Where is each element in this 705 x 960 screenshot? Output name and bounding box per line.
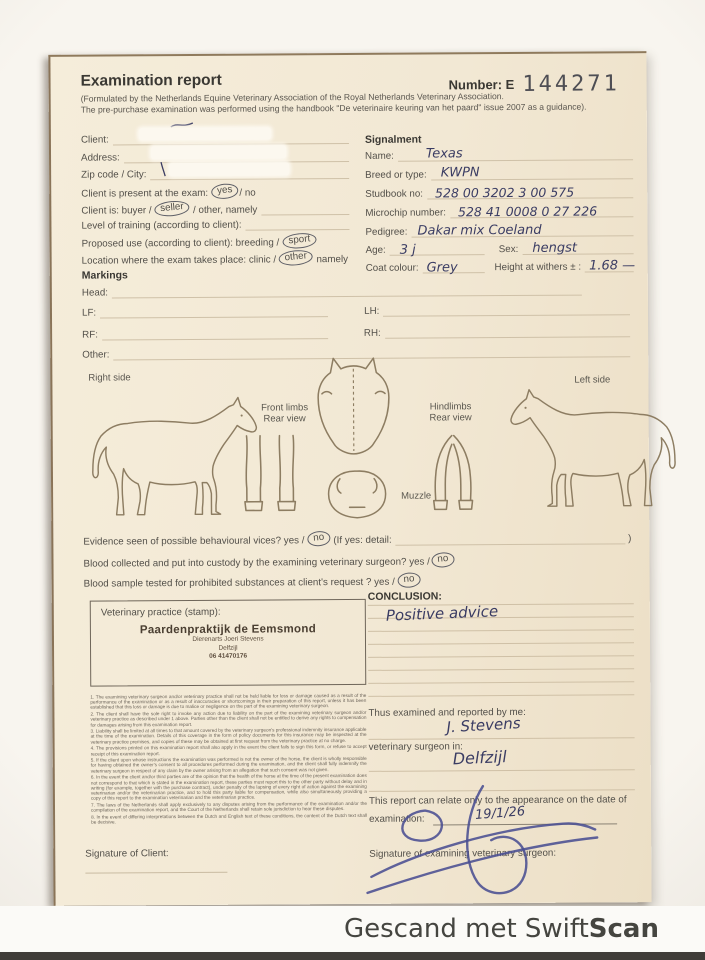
redaction-zip xyxy=(169,162,289,176)
question-behavioural-vices xyxy=(83,529,631,547)
client-is-prefix: Client is: buyer / xyxy=(81,205,152,217)
field-address-label: Address: xyxy=(81,152,120,164)
question-blood-custody xyxy=(83,552,455,569)
stamp-box-label: Veterinary practice (stamp): xyxy=(100,606,221,619)
microchip-handwriting: 528 41 0008 0 27 226 xyxy=(457,203,598,220)
scanned-with-text: Gescand met Swift xyxy=(343,914,589,944)
muzzle-diagram xyxy=(319,467,395,521)
surgeon-in-label: veterinary surgeon in: xyxy=(368,741,463,753)
breed-label: Breed or type: xyxy=(365,169,427,181)
coat-handwriting: Grey xyxy=(426,260,458,276)
hindlimbs-label: Hindlimbs Rear view xyxy=(429,401,472,424)
age-label: Age: xyxy=(365,244,386,256)
age-line xyxy=(390,242,485,256)
q3-circled-option: no xyxy=(397,572,421,589)
redaction-address xyxy=(151,145,286,159)
subtitle-line1: (Formulated by the Netherlands Equine Veterinary Association of the Royal Netherlands Veterinary Association. xyxy=(80,91,504,104)
report-relate-line2: examination: xyxy=(369,813,425,825)
bottom-dark-strip xyxy=(0,952,705,960)
place-handwriting: Delfzijl xyxy=(452,747,508,769)
field-studbook xyxy=(365,185,633,200)
name-line xyxy=(398,147,633,161)
q1-end: ) xyxy=(628,533,632,545)
conclusion-title: CONCLUSION: xyxy=(367,590,442,603)
breed-line xyxy=(431,166,634,180)
sex-line xyxy=(522,241,633,255)
client-is-suffix: / other, namely xyxy=(192,204,258,216)
client-signature-line xyxy=(85,872,227,874)
field-coat-height xyxy=(366,259,634,274)
pedigree-handwriting: Dakar mix Coeland xyxy=(417,222,542,239)
use-prefix: Proposed use (according to client): breeding / xyxy=(81,237,280,250)
present-circled-option: yes xyxy=(211,183,240,200)
fine-print-clause: 5. If the client upon whose instructions the examination was performed is not the owner of the horse, the client is wholly responsible for having obtained the owner's consent to all procedures performed during the examination, and the client shall fully indemnify the veterinary surgeon in respect of any claim by the owner arising from an allegation that such consent was not given. xyxy=(90,756,367,774)
lh-label: LH: xyxy=(364,305,380,317)
client-is-line xyxy=(261,202,349,216)
rh-line xyxy=(385,324,630,338)
exam-date-handwriting: 19/1/26 xyxy=(474,804,526,823)
fine-print-clause: 2. The client shall have the sole right to invoke any action due to liability on the part of the examining veterinary surgeon and/or veterinary practice as described under 1 above. Parties other than the client shall not be entitled to derive any rights to compensation for damages arising from this examination report. xyxy=(90,710,367,728)
q2-circled-option: no xyxy=(431,551,455,568)
height-line xyxy=(585,259,634,272)
training-label: Level of training (according to client): xyxy=(81,219,242,232)
field-present-at-exam xyxy=(81,184,256,200)
height-handwriting: 1.68 — xyxy=(589,258,636,274)
name-label: Name: xyxy=(364,150,394,162)
fine-print-clause: 1. The examining veterinary surgeon and/or veterinary practice shall not be held liable for loss or damage caused as a result of the performance of the examination or as a result of inaccuracies or shortcomings in their preparation of this report, unless it has been established that this loss or damage is due to malice or negligence on the part of the examining veterinary surgeon. xyxy=(90,692,367,710)
conclusion-rule xyxy=(368,642,634,645)
hindlimbs-diagram xyxy=(421,432,485,514)
head-label: Head: xyxy=(81,287,109,299)
age-handwriting: 3 j xyxy=(399,242,416,258)
field-client-is xyxy=(81,200,349,216)
field-training xyxy=(81,217,349,232)
rh-label: RH: xyxy=(363,327,381,339)
examined-by-label: Thus examined and reported by me: xyxy=(368,706,526,719)
fine-print-clause: 4. The provisions printed on this examination report shall also apply in the event the client fails to sign this form, or refuse to accept receipt of this examination report. xyxy=(90,744,367,757)
field-age-sex xyxy=(366,241,634,256)
sex-label: Sex: xyxy=(498,243,519,256)
surgeon-signature-scribble xyxy=(365,779,611,905)
q1-mid: (If yes: detail: xyxy=(333,534,392,546)
rf-label: RF: xyxy=(82,329,98,341)
page-title: Examination report xyxy=(80,71,222,90)
conclusion-rule xyxy=(368,655,634,658)
studbook-line xyxy=(427,185,633,199)
field-head-marking xyxy=(82,283,582,299)
redaction-client xyxy=(139,127,271,140)
scanned-form-paper xyxy=(48,51,651,906)
q3-prefix: Blood sample tested for prohibited substances at client's request ? yes / xyxy=(83,576,395,590)
pedigree-label: Pedigree: xyxy=(365,226,408,238)
location-suffix: namely xyxy=(316,253,349,265)
height-label: Height at withers ± : xyxy=(494,261,582,274)
place-line xyxy=(369,769,635,772)
report-number-label: Number: E xyxy=(448,76,515,93)
head-front-diagram xyxy=(310,353,397,464)
q1-line xyxy=(396,531,626,545)
markings-title: Markings xyxy=(81,269,128,282)
microchip-label: Microchip number: xyxy=(365,207,447,219)
subtitle-line2: The pre-purchase examination was performed using the handbook "De veterinaire keuring van het paard" issue 2007 as a guidance). xyxy=(80,101,587,115)
signalment-title: Signalment xyxy=(364,133,422,146)
front-limbs-diagram xyxy=(239,433,303,515)
scan-app-name: Scan xyxy=(588,914,659,944)
microchip-line xyxy=(450,204,633,218)
fine-print-clause: 8. In the event of differing interpretations between the Dutch and English text of these conditions, the content of the Dutch text shall be decisive. xyxy=(91,812,368,825)
pen-mark xyxy=(158,161,168,177)
field-microchip xyxy=(365,204,633,219)
conclusion-rule xyxy=(368,629,634,632)
fine-print-clause: 6. In the event the client and/or third parties are of the opinion that the health of the horse at the time of the present examination does not correspond to that which is stated in the examination report, these parties must report this to the other party without delay and in writing (for example, together with the purchase contract), under penalty of the lapsing of every right of action against the examining veterinarian and/or the veterinarian practice, and to hold this party liable for compensation, while also simultaneously providing a copy of this report to the examination veterinarian and the veterinarian practice. xyxy=(90,773,367,801)
fine-print xyxy=(90,693,367,826)
conclusion-area xyxy=(368,595,635,705)
coat-line xyxy=(422,260,484,276)
conclusion-rule xyxy=(368,694,634,697)
coat-label: Coat colour: xyxy=(365,262,419,274)
pedigree-line xyxy=(411,223,633,237)
stamp-phone: 06 41470176 xyxy=(209,652,248,661)
stamp-vet-name: Dierenarts Joeri Stevens xyxy=(192,635,264,643)
muzzle-label: Muzzle xyxy=(401,490,432,502)
head-line xyxy=(112,283,582,299)
stamp-practice-name: Paardenpraktijk de Eemsmond xyxy=(139,622,317,637)
field-rf-rh xyxy=(82,324,630,340)
q1-prefix: Evidence seen of possible behavioural vices? yes / xyxy=(83,535,305,548)
fine-print-clause: 7. The laws of the Netherlands shall apply exclusively to any disputes arising from the performance of the examination and/or the compilation of the examination report, and the Court of the Netherlands shall retain sole jurisdiction to hear these disputes. xyxy=(90,800,367,813)
q2-prefix: Blood collected and put into custody by the examining veterinary surgeon? yes / xyxy=(83,556,430,570)
stamp-box xyxy=(90,599,367,687)
use-circled-option: sport xyxy=(282,232,317,250)
sex-handwriting: hengst xyxy=(532,240,578,256)
conclusion-handwriting: Positive advice xyxy=(385,602,499,625)
location-prefix: Location where the exam takes place: clinic / xyxy=(81,254,277,267)
field-client-label: Client: xyxy=(80,134,109,146)
studbook-label: Studbook no: xyxy=(365,188,424,200)
conclusion-rule xyxy=(368,681,634,684)
front-limbs-label: Front limbs Rear view xyxy=(261,402,309,425)
surgeon-signature-label: Signature of examining veterinary surgeon: xyxy=(369,847,557,860)
field-proposed-use xyxy=(82,233,318,249)
breed-handwriting: KWPN xyxy=(440,165,480,181)
field-zip-label: Zip code / City: xyxy=(81,169,147,181)
conclusion-rule xyxy=(368,668,634,671)
other-label: Other: xyxy=(82,349,110,361)
client-is-circled-option: seller xyxy=(154,199,191,217)
examiner-name-handwriting: J. Stevens xyxy=(446,714,522,737)
studbook-handwriting: 528 00 3202 3 00 575 xyxy=(434,184,575,201)
lf-label: LF: xyxy=(81,307,97,319)
report-number-value: 144271 xyxy=(522,71,620,97)
location-circled-option: other xyxy=(278,249,314,267)
present-prefix: Client is present at the exam: xyxy=(81,187,209,200)
rf-line xyxy=(102,326,328,340)
scan-app-footer xyxy=(0,906,705,952)
question-blood-tested xyxy=(84,573,422,590)
present-suffix: / no xyxy=(239,187,256,199)
field-name xyxy=(365,147,633,162)
left-side-label: Left side xyxy=(574,374,611,386)
examiner-name-line xyxy=(369,737,635,740)
report-relate-line1: This report can relate only to the appearance on the date of xyxy=(368,794,627,807)
horse-left-side-diagram xyxy=(476,387,687,510)
lh-line xyxy=(383,302,630,317)
training-line xyxy=(246,217,350,231)
client-signature-label: Signature of Client: xyxy=(85,848,169,860)
field-location xyxy=(82,250,350,266)
lf-line xyxy=(100,304,328,318)
name-handwriting: Texas xyxy=(425,146,463,162)
field-breed xyxy=(365,166,633,181)
field-lf-lh xyxy=(82,302,630,318)
fine-print-clause: 3. Liability shall be limited at all times to that amount covered by the veterinary surgeon's professional indemnity insurance applicable at the time of the examination. Details of this coverage in the form of policy documents for this insurance may be inspected at the veterinary practice premises, and copies of these may be obtained at first request from the veterinary practice at no charge. xyxy=(90,727,367,745)
q1-circled-option: no xyxy=(307,530,331,547)
field-pedigree xyxy=(365,223,633,238)
stamp-city: Delfzijl xyxy=(218,644,238,652)
right-side-label: Right side xyxy=(88,372,131,384)
